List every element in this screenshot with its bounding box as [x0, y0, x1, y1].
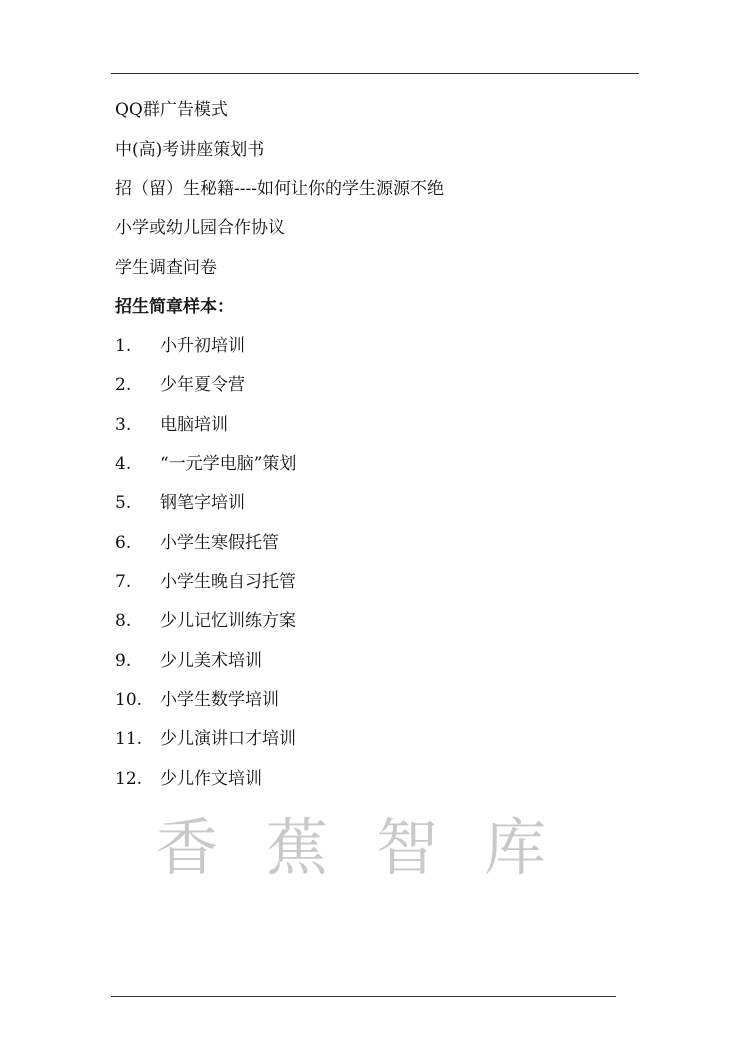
list-item-number: 4.	[115, 454, 132, 474]
doc-line-cooperation-agreement: 小学或幼儿园合作协议	[115, 218, 285, 238]
doc-line-qq-ads: QQ群广告模式	[115, 100, 228, 120]
list-item-text: 钢笔字培训	[160, 493, 245, 513]
list-item-text: 小升初培训	[160, 336, 245, 356]
list-item-text: 少儿作文培训	[160, 769, 262, 789]
list-item-text: 少年夏令营	[160, 375, 245, 395]
list-item-number: 1.	[115, 336, 132, 356]
list-item-number: 3.	[115, 415, 132, 435]
list-item-number: 11.	[115, 729, 143, 749]
watermark-char: 智	[376, 811, 439, 884]
doc-line-exam-lecture: 中(高)考讲座策划书	[115, 140, 265, 160]
list-item-text: 电脑培训	[160, 415, 228, 435]
doc-line-survey: 学生调查问卷	[115, 258, 217, 278]
list-item-text: 小学生寒假托管	[160, 533, 279, 553]
list-item-text: 少儿记忆训练方案	[160, 611, 296, 631]
list-item-text: 少儿演讲口才培训	[160, 729, 296, 749]
list-item-number: 7.	[115, 572, 132, 592]
watermark-char: 蕉	[266, 811, 329, 884]
list-item-text: 小学生数学培训	[160, 690, 279, 710]
doc-line-recruit-secrets: 招（留）生秘籍----如何让你的学生源源不绝	[115, 179, 444, 199]
list-item-text: “一元学电脑”策划	[160, 454, 297, 474]
list-item-text: 小学生晚自习托管	[160, 572, 296, 592]
list-item-text: 少儿美术培训	[160, 651, 262, 671]
list-item-number: 10.	[115, 690, 143, 710]
list-item-number: 5.	[115, 493, 132, 513]
footer-rule	[111, 996, 616, 997]
list-item-number: 2.	[115, 375, 132, 395]
list-item-number: 12.	[115, 769, 143, 789]
list-item-number: 9.	[115, 651, 132, 671]
watermark-char: 库	[484, 811, 547, 884]
section-heading: 招生简章样本：	[115, 297, 234, 317]
watermark-char: 香	[156, 811, 219, 884]
list-item-number: 8.	[115, 611, 132, 631]
list-item-number: 6.	[115, 533, 132, 553]
header-rule	[111, 73, 639, 74]
